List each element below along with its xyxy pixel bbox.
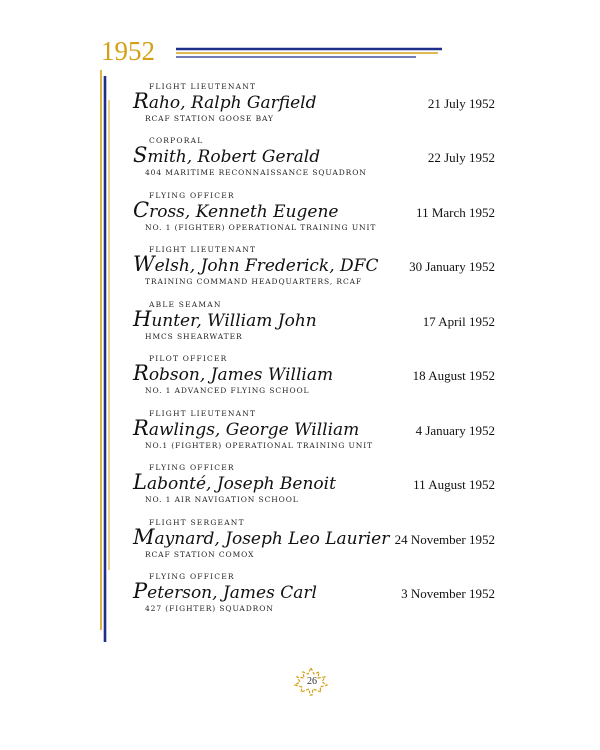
memorial-entry — [133, 463, 495, 503]
side-decorative-rule — [98, 70, 112, 645]
entry-name: Rawlings, George William — [133, 415, 360, 440]
entry-unit: NO. 1 AIR NAVIGATION SCHOOL — [145, 495, 299, 505]
memorial-entry — [133, 82, 495, 122]
entry-name: Maynard, Joseph Leo Laurier — [133, 524, 390, 549]
entry-date: 30 January 1952 — [409, 259, 495, 275]
entry-rank: FLIGHT SERGEANT — [149, 517, 245, 527]
entry-date: 24 November 1952 — [394, 531, 495, 547]
entry-name: Cross, Kenneth Eugene — [133, 197, 339, 222]
entry-unit: RCAF STATION COMOX — [145, 549, 255, 559]
page-number: 26 — [307, 676, 317, 687]
entry-unit: HMCS SHEARWATER — [145, 331, 243, 341]
entry-unit: 404 MARITIME RECONNAISSANCE SQUADRON — [145, 168, 367, 178]
memorial-entry — [133, 245, 495, 285]
memorial-entry — [133, 300, 495, 340]
page-year: 1952 — [101, 36, 155, 66]
entry-date: 11 August 1952 — [413, 477, 495, 493]
entry-date: 11 March 1952 — [416, 204, 495, 220]
entry-unit: NO. 1 ADVANCED FLYING SCHOOL — [145, 386, 310, 396]
entry-rank: FLYING OFFICER — [149, 463, 235, 473]
memorial-entry — [133, 136, 495, 176]
entry-unit: NO. 1 (FIGHTER) OPERATIONAL TRAINING UNIT — [145, 222, 377, 232]
entry-rank: ABLE SEAMAN — [149, 299, 222, 309]
entry-name: Smith, Robert Gerald — [133, 143, 321, 168]
entry-date: 22 July 1952 — [427, 150, 495, 166]
memorial-entry — [133, 518, 495, 558]
entry-date: 21 July 1952 — [427, 96, 495, 111]
memorial-entries — [133, 82, 495, 612]
entry-rank: FLIGHT LIEUTENANT — [149, 82, 257, 91]
entry-rank: FLIGHT LIEUTENANT — [149, 408, 257, 418]
entry-unit: RCAF STATION GOOSE BAY — [145, 114, 274, 123]
entry-unit: NO.1 (FIGHTER) OPERATIONAL TRAINING UNIT — [145, 440, 373, 450]
entry-date: 3 November 1952 — [401, 585, 495, 601]
entry-date: 4 January 1952 — [415, 422, 495, 438]
entry-rank: FLIGHT LIEUTENANT — [149, 245, 257, 255]
entry-unit: TRAINING COMMAND HEADQUARTERS, RCAF — [145, 277, 362, 287]
entry-name: Raho, Ralph Garfield — [133, 89, 317, 113]
entry-name: Peterson, James Carl — [133, 578, 317, 603]
entry-date: 17 April 1952 — [422, 313, 495, 329]
memorial-entry — [133, 354, 495, 394]
entry-unit: 427 (FIGHTER) SQUADRON — [145, 603, 274, 613]
entry-rank: PILOT OFFICER — [149, 354, 228, 364]
memorial-entry — [133, 191, 495, 231]
memorial-entry — [133, 409, 495, 449]
entry-name: Labonté, Joseph Benoit — [133, 470, 336, 495]
entry-name: Welsh, John Frederick, DFC — [133, 252, 379, 277]
entry-rank: FLYING OFFICER — [149, 571, 235, 581]
entry-name: Robson, James William — [133, 361, 334, 386]
entry-date: 18 August 1952 — [412, 368, 495, 384]
top-decorative-rule — [176, 46, 446, 60]
page-number-emblem — [291, 666, 331, 696]
entry-name: Hunter, William John — [133, 306, 317, 331]
entry-rank: FLYING OFFICER — [149, 190, 235, 200]
memorial-entry — [133, 572, 495, 612]
entry-rank: CORPORAL — [149, 136, 204, 146]
